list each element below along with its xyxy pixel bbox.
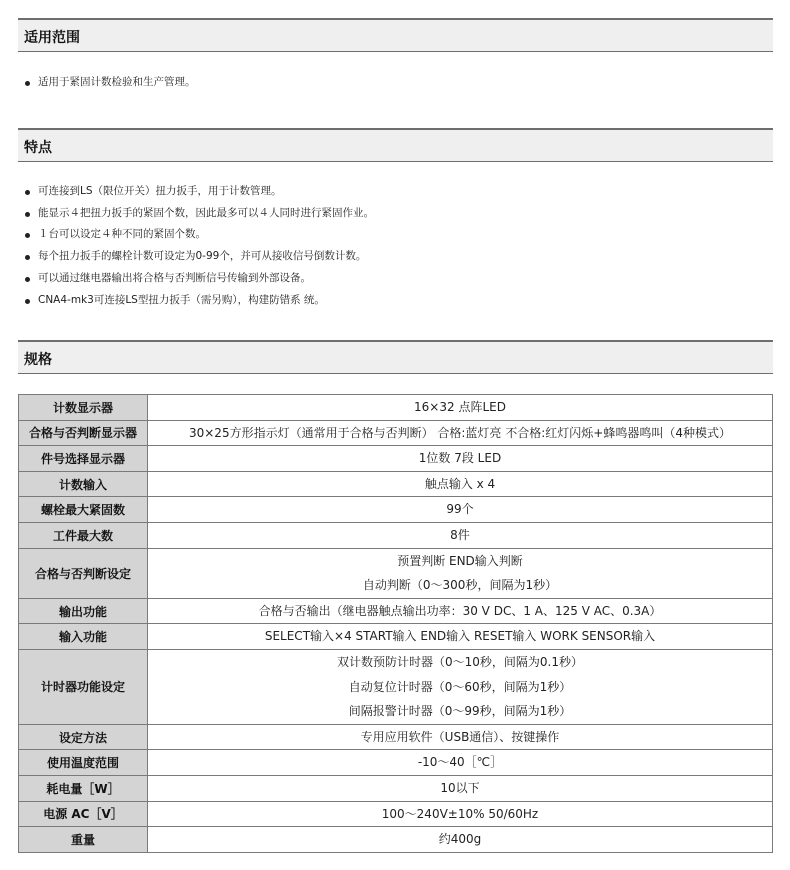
spec-label: 工件最大数 [19, 522, 148, 548]
spec-value-line: 自动判断（0～300秒，间隔为1秒） [362, 578, 558, 593]
section-title-features: 特点 [24, 140, 52, 156]
spec-value-line: 触点输入 x 4 [424, 476, 496, 491]
table-row [19, 598, 773, 624]
table-row [19, 446, 773, 472]
spec-label: 合格与否判断设定 [19, 548, 148, 598]
spec-label: 输出功能 [19, 598, 148, 624]
list-item: CNA4-mk3可连接LS型扭力扳手（需另购），构建防错系 统。 [18, 290, 374, 312]
section-title-specs: 规格 [24, 352, 52, 368]
section-header-features [18, 128, 773, 162]
spec-value [148, 649, 773, 724]
table-row [19, 827, 773, 853]
spec-value [148, 497, 773, 523]
spec-value-line: 合格与否输出（继电器触点输出功率：30 V DC、1 A、125 V AC、0.3A） [258, 603, 662, 618]
spec-label: 重量 [19, 827, 148, 853]
list-item: １台可以设定４种不同的紧固个数。 [18, 224, 374, 246]
spec-value [148, 750, 773, 776]
spec-value-line: 预置判断 END输入判断 [397, 553, 523, 568]
spec-value-line: 30×25方形指示灯（通常用于合格与否判断） 合格:蓝灯亮 不合格:红灯闪烁+蜂鸣器鸣叫（4种模式） [188, 425, 731, 440]
section-header-specs [18, 340, 773, 374]
spec-label: 耗电量［W］ [19, 775, 148, 801]
spec-value [148, 827, 773, 853]
features-list [18, 181, 374, 311]
spec-value-line: 双计数预防计时器（0～10秒，间隔为0.1秒） [337, 654, 583, 669]
spec-label: 使用温度范围 [19, 750, 148, 776]
table-row [19, 801, 773, 827]
spec-value [148, 548, 773, 598]
list-item: 每个扭力扳手的螺栓计数可设定为0-99个，并可从接收信号倒数计数。 [18, 246, 374, 268]
spec-value-line: 100～240V±10% 50/60Hz [381, 806, 539, 821]
spec-value [148, 446, 773, 472]
section-title-scope: 适用范围 [24, 30, 80, 46]
spec-table [18, 394, 773, 853]
spec-label: 输入功能 [19, 624, 148, 650]
spec-value [148, 724, 773, 750]
section-header-scope [18, 18, 773, 52]
spec-value-line: 10以下 [440, 780, 480, 795]
spec-value-line: 专用应用软件（USB通信）、按键操作 [360, 729, 560, 744]
table-row [19, 522, 773, 548]
list-item: 可以通过继电器输出将合格与否判断信号传输到外部设备。 [18, 268, 374, 290]
table-row [19, 471, 773, 497]
table-row [19, 750, 773, 776]
spec-value [148, 801, 773, 827]
spec-label: 件号选择显示器 [19, 446, 148, 472]
table-row [19, 775, 773, 801]
spec-value-line: 自动复位计时器（0～60秒，间隔为1秒） [348, 679, 572, 694]
spec-label: 螺栓最大紧固数 [19, 497, 148, 523]
scope-list [18, 72, 196, 94]
spec-label: 合格与否判断显示器 [19, 420, 148, 446]
spec-value [148, 598, 773, 624]
spec-value-line: 16×32 点阵LED [414, 400, 506, 414]
spec-value [148, 471, 773, 497]
table-row [19, 420, 773, 446]
table-row [19, 724, 773, 750]
spec-value [148, 624, 773, 650]
spec-value [148, 775, 773, 801]
spec-value [148, 522, 773, 548]
table-row [19, 649, 773, 724]
list-item: 可连接到LS（限位开关）扭力扳手，用于计数管理。 [18, 181, 374, 203]
spec-value [148, 395, 773, 421]
spec-value-line: 99个 [446, 502, 474, 517]
spec-label: 计时器功能设定 [19, 649, 148, 724]
table-row [19, 548, 773, 598]
spec-label: 计数显示器 [19, 395, 148, 421]
spec-label: 计数输入 [19, 471, 148, 497]
table-row [19, 624, 773, 650]
spec-value-line: 8件 [450, 527, 470, 542]
spec-value-line: 间隔报警计时器（0～99秒，间隔为1秒） [348, 704, 572, 719]
spec-value-line: SELECT输入×4 START输入 END输入 RESET输入 WORK SENSOR输入 [264, 629, 656, 644]
spec-value-line: -10～40［℃］ [417, 755, 503, 770]
spec-value-line: 约400g [438, 832, 482, 847]
spec-label: 电源 AC［V］ [19, 801, 148, 827]
spec-value [148, 420, 773, 446]
table-row [19, 395, 773, 421]
spec-value-line: 1位数 7段 LED [418, 451, 502, 466]
spec-label: 设定方法 [19, 724, 148, 750]
list-item: 能显示４把扭力扳手的紧固个数，因此最多可以４人同时进行紧固作业。 [18, 203, 374, 225]
list-item: 适用于紧固计数检验和生产管理。 [18, 72, 196, 94]
table-row [19, 497, 773, 523]
